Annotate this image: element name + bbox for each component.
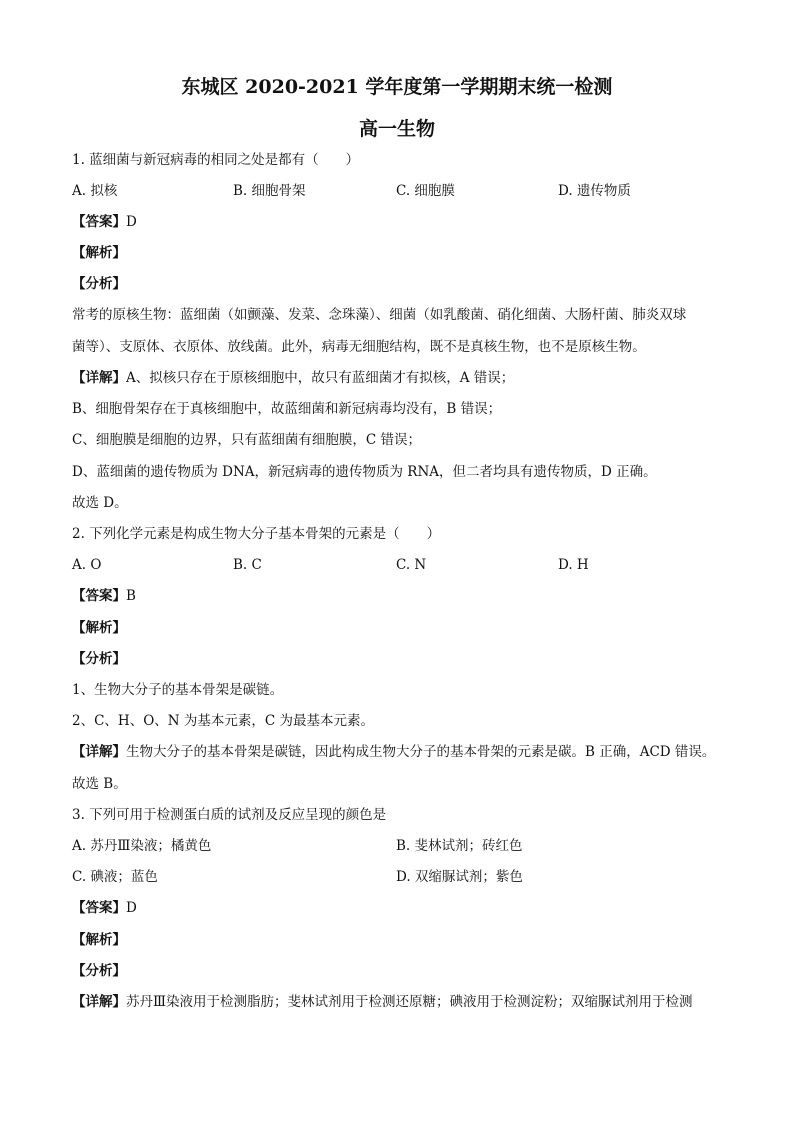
document-title: 东城区 2020-2021 学年度第一学期期末统一检测 [181,76,613,98]
answer-value: B [126,588,136,604]
q2-answer [72,586,732,606]
q3-option-a: A. 苏丹Ⅲ染液；橘黄色 [72,838,212,854]
q1-stem: 1. 蓝细菌与新冠病毒的相同之处是都有（ ） [72,152,360,168]
answer-tag: 【答案】 [72,214,126,230]
q3-fenxi-tag: 【分析】 [72,963,126,979]
q2-stem: 2. 下列化学元素是构成生物大分子基本骨架的元素是（ ） [72,526,441,542]
document-subtitle: 高一生物 [358,118,435,140]
q2-fenxi-tag: 【分析】 [72,651,126,667]
q1-fenxi-tag: 【分析】 [72,276,126,292]
q3-option-b: B. 斐林试剂；砖红色 [396,838,523,854]
q1-analysis-line-1: 常考的原核生物：蓝细菌（如颤藻、发菜、念珠藻）、细菌（如乳酸菌、硝化细菌、大肠杆菌、肺炎双球 [72,307,687,323]
q1-detail-line-1 [72,368,732,388]
q2-option-b: B. C [233,557,262,573]
q3-option-c: C. 碘液；蓝色 [72,869,158,885]
detail-tag: 【详解】 [72,744,126,760]
q2-detail-line-1 [72,742,732,762]
q1-analysis-line-2: 菌等）、支原体、衣原体、放线菌。此外，病毒无细胞结构，既不是真核生物，也不是原核生物。 [72,339,646,355]
answer-value: D [126,214,137,230]
q1-detail-line-2: B、细胞骨架存在于真核细胞中，故蓝细菌和新冠病毒均没有，B 错误； [72,401,502,417]
q1-jiexi-tag: 【解析】 [72,245,126,261]
q2-option-d: D. H [558,557,589,573]
q1-option-c: C. 细胞膜 [396,183,455,199]
q3-detail-line-1 [72,992,732,1012]
q3-jiexi-tag: 【解析】 [72,932,126,948]
q1-answer [72,212,732,232]
detail-text: 生物大分子的基本骨架是碳链，因此构成生物大分子的基本骨架的元素是碳。B 正确，ACD 错误。 [126,744,716,760]
detail-tag: 【详解】 [72,370,126,386]
answer-value: D [126,900,137,916]
detail-text: A、拟核只存在于原核细胞中，故只有蓝细菌才有拟核，A 错误； [126,370,515,386]
q2-jiexi-tag: 【解析】 [72,620,126,636]
detail-tag: 【详解】 [72,994,126,1010]
q1-option-a: A. 拟核 [72,183,118,199]
q2-analysis-line-1: 1、生物大分子的基本骨架是碳链。 [72,682,284,698]
q3-answer [72,898,732,918]
q1-option-b: B. 细胞骨架 [233,183,306,199]
q2-conclusion: 故选 B。 [72,776,127,792]
q3-stem: 3. 下列可用于检测蛋白质的试剂及反应呈现的颜色是 [72,807,387,823]
q1-conclusion: 故选 D。 [72,495,128,511]
q2-option-c: C. N [396,557,427,573]
q1-detail-line-4: D、蓝细菌的遗传物质为 DNA，新冠病毒的遗传物质为 RNA，但二者均具有遗传物质，D 正确。 [72,464,657,480]
q1-detail-line-3: C、细胞膜是细胞的边界，只有蓝细菌有细胞膜，C 错误； [72,432,421,448]
detail-text: 苏丹Ⅲ染液用于检测脂肪；斐林试剂用于检测还原糖；碘液用于检测淀粉；双缩脲试剂用于检测 [126,994,693,1010]
q2-analysis-line-2: 2、C、H、O、N 为基本元素，C 为最基本元素。 [72,713,374,729]
answer-tag: 【答案】 [72,900,126,916]
answer-tag: 【答案】 [72,588,126,604]
q1-option-d: D. 遗传物质 [558,183,631,199]
q2-option-a: A. O [72,557,102,573]
q3-option-d: D. 双缩脲试剂；紫色 [396,869,523,885]
